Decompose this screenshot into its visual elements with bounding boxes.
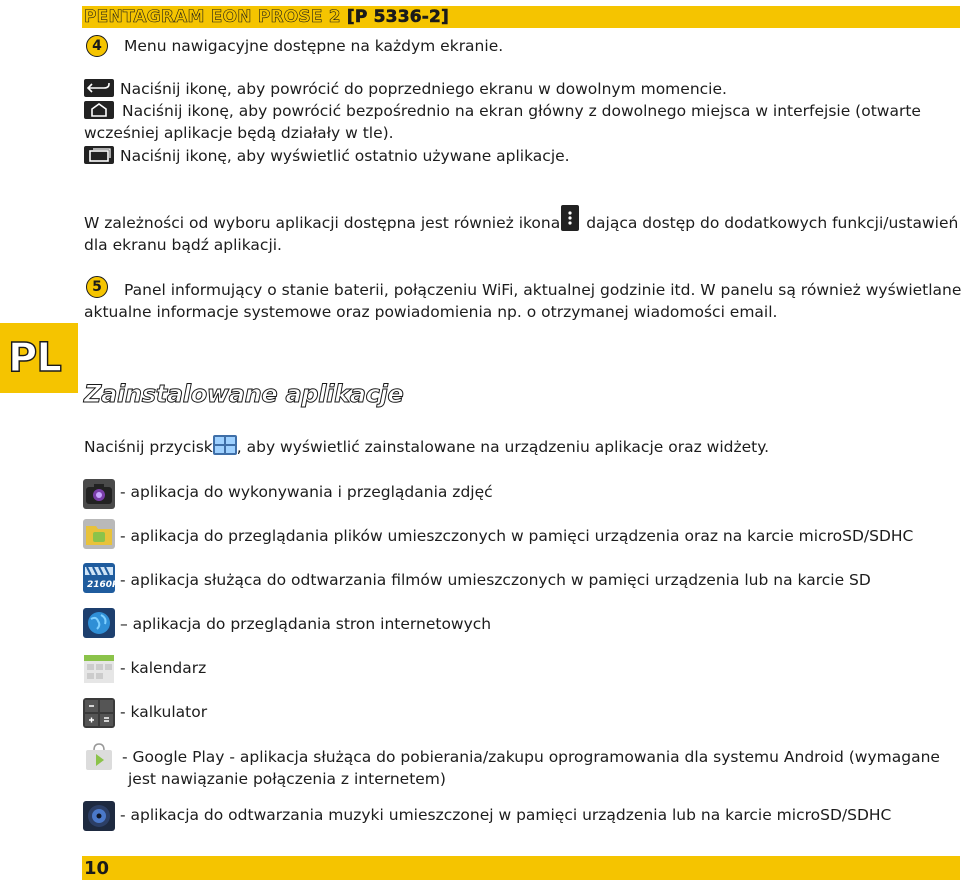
google-play-icon [83, 742, 115, 772]
status-panel-line2: aktualne informacje systemowe oraz powiadomienia np. o otrzymanej wiadomości email. [84, 303, 778, 321]
app-desc-calculator: - kalkulator [120, 703, 208, 721]
apps-intro: Naciśnij przycisk , aby wyświetlić zainstalowane na urządzeniu aplikacje oraz widżety. [84, 436, 769, 458]
document-title: PENTAGRAM EON PROSE 2 [P 5336-2] [84, 7, 450, 27]
browser-globe-icon [83, 608, 115, 638]
step-number-5: 5 [86, 276, 108, 298]
app-desc-browser: – aplikacja do przeglądania stron internetowych [120, 615, 492, 633]
calendar-icon [83, 654, 115, 684]
camera-icon [83, 479, 115, 509]
overflow-menu-icon [561, 205, 579, 231]
file-manager-icon [83, 519, 115, 549]
page-number: 10 [84, 858, 110, 879]
app-desc-calendar: - kalendarz [120, 659, 207, 677]
music-player-icon [83, 801, 115, 831]
back-description: Naciśnij ikonę, aby powrócić do poprzedniego ekranu w dowolnym momencie. [120, 80, 727, 98]
model-code: [P 5336-2] [346, 7, 450, 27]
status-panel-line1: Panel informujący o stanie baterii, połączeniu WiFi, aktualnej godzinie itd. W panelu są również wyświetlane [124, 281, 961, 299]
app-desc-camera: - aplikacja do wykonywania i przeglądania zdjęć [120, 483, 493, 501]
calculator-icon [83, 698, 115, 728]
app-desc-video-player: - aplikacja służąca do odtwarzania filmów umieszczonych w pamięci urządzenia lub na karcie SD [120, 571, 871, 589]
home-description-line1: Naciśnij ikonę, aby powrócić bezpośrednio na ekran główny z dowolnego miejsca w interfejsie (otwarte [122, 102, 921, 120]
language-tab [0, 323, 78, 393]
menu-description-line1: W zależności od wyboru aplikacji dostępna jest również ikona dająca dostęp do dodatkowych funkcji/ustawień [84, 212, 958, 235]
app-desc-file-manager: - aplikacja do przeglądania plików umieszczonych w pamięci urządzenia oraz na karcie microSD/SDHC [120, 527, 914, 545]
app-desc-music-player: - aplikacja do odtwarzania muzyki umieszczonej w pamięci urządzenia lub na karcie microSD/SDHC [120, 806, 892, 824]
footer-bar [82, 856, 960, 880]
all-apps-icon [213, 435, 237, 455]
app-desc-google-play-line2: jest nawiązanie połączenia z internetem) [128, 770, 446, 788]
menu-description-line2: dla ekranu bądź aplikacji. [84, 236, 282, 254]
app-desc-google-play-line1: - Google Play - aplikacja służąca do pobierania/zakupu oprogramowania dla systemu Android (wymagane [122, 748, 940, 766]
recent-apps-description: Naciśnij ikonę, aby wyświetlić ostatnio używane aplikacje. [120, 147, 570, 165]
home-description-line2: wcześniej aplikacje będą działały w tle). [84, 124, 394, 142]
nav-menu-intro: Menu nawigacyjne dostępne na każdym ekranie. [124, 37, 504, 55]
back-icon [84, 79, 114, 97]
language-label: PL [8, 335, 61, 381]
video-player-icon [83, 563, 119, 593]
section-heading: Zainstalowane aplikacje [84, 380, 404, 408]
svg-text:2160P: 2160P [87, 580, 119, 590]
home-icon [84, 101, 114, 119]
recent-apps-icon [84, 146, 114, 164]
step-number-4: 4 [86, 35, 108, 57]
